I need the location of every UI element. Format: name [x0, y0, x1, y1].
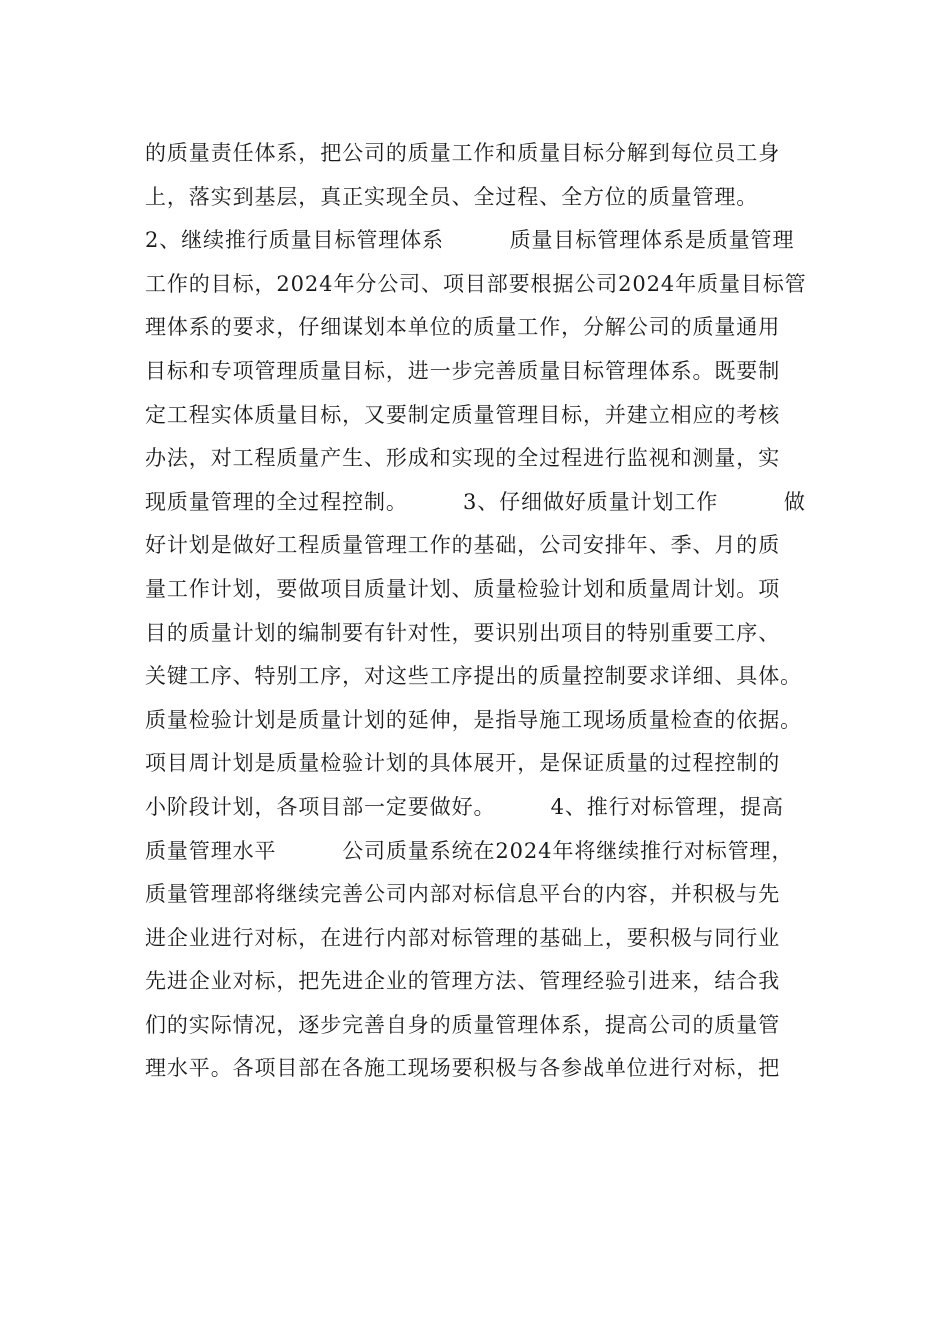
text-line: 目的质量计划的编制要有针对性，要识别出项目的特别重要工序、 [145, 620, 781, 645]
text-line: 现质量管理的全过程控制。 3、仔细做好质量计划工作 做 [145, 489, 806, 514]
text-line: 质量管理部将继续完善公司内部对标信息平台的内容，并积极与先 [145, 882, 781, 907]
text-line: 项目周计划是质量检验计划的具体展开，是保证质量的过程控制的 [145, 751, 781, 776]
text-line: 好计划是做好工程质量管理工作的基础，公司安排年、季、月的质 [145, 533, 781, 558]
text-line: 关键工序、特别工序，对这些工序提出的质量控制要求详细、具体。 [145, 664, 802, 689]
text-line: 工作的目标，2024年分公司、项目部要根据公司2024年质量目标管 [145, 271, 807, 296]
text-line: 质量检验计划是质量计划的延伸，是指导施工现场质量检查的依据。 [145, 707, 802, 732]
text-line: 上，落实到基层，真正实现全员、全过程、全方位的质量管理。 [145, 184, 759, 209]
body-text [145, 132, 815, 1091]
text-line: 办法，对工程质量产生、形成和实现的全过程进行监视和测量，实 [145, 446, 781, 471]
text-line: 们的实际情况，逐步完善自身的质量管理体系，提高公司的质量管 [145, 1012, 781, 1037]
text-line: 先进企业对标，把先进企业的管理方法、管理经验引进来，结合我 [145, 969, 781, 994]
text-line: 目标和专项管理质量目标，进一步完善质量目标管理体系。既要制 [145, 358, 781, 383]
text-line: 的质量责任体系，把公司的质量工作和质量目标分解到每位员工身 [145, 141, 781, 165]
text-line: 2、继续推行质量目标管理体系 质量目标管理体系是质量管理 [145, 228, 795, 253]
text-line: 量工作计划，要做项目质量计划、质量检验计划和质量周计划。项 [145, 576, 781, 601]
text-line: 理体系的要求，仔细谋划本单位的质量工作，分解公司的质量通用 [145, 315, 781, 340]
text-line: 质量管理水平 公司质量系统在2024年将继续推行对标管理， [145, 838, 794, 863]
text-line: 小阶段计划，各项目部一定要做好。 4、推行对标管理，提高 [145, 794, 784, 819]
text-line: 定工程实体质量目标，又要制定质量管理目标，并建立相应的考核 [145, 402, 781, 427]
text-line: 进企业进行对标，在进行内部对标管理的基础上，要积极与同行业 [145, 925, 781, 950]
text-line: 理水平。各项目部在各施工现场要积极与各参战单位进行对标，把 [145, 1056, 781, 1081]
